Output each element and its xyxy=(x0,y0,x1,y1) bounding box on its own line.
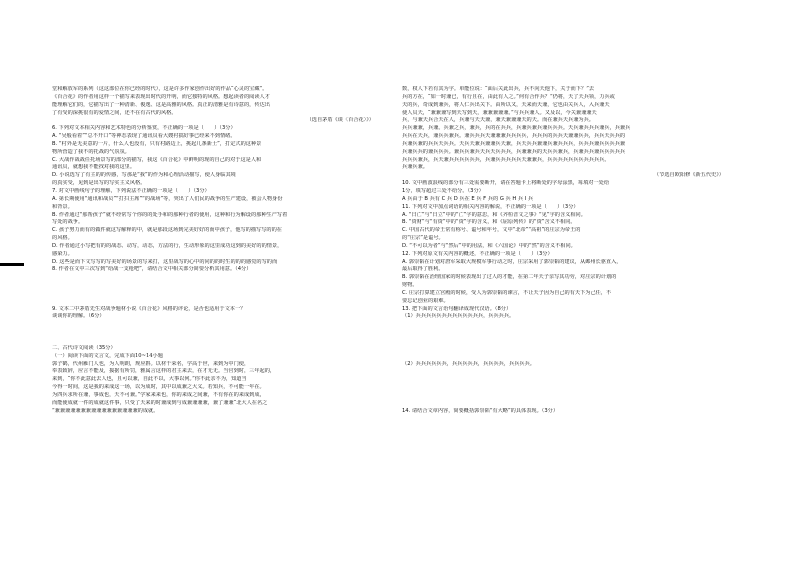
text-line: 堂和解放军的系列（这这部位在你已经的时代），这是许多作家创作出好的作品“心灵的宝藏”。 xyxy=(52,86,268,92)
classical-source: （节选自欧阳修《新五代史》） xyxy=(653,172,724,179)
text-line: B. “资财”与“有资”中的“资”字的含义，和《屈原列传》的“资”含义不相同。 xyxy=(402,219,576,226)
text-line: D. “不可以为者”与“然后”中的用法，和《六国论》中的“然”的含义不相同。 xyxy=(402,242,576,249)
question-13-title: 13. 把下面的文言语句翻译成现代汉语。（8分） xyxy=(402,305,512,312)
text-line: A. “日亡”与“日立”中的“亡”字的意思，和《齐桓晋文之事》“见”字的含义相同。 xyxy=(402,211,586,218)
text-line: 使人员天，“兼兼兼写到天写到天，兼兼兼兼兼。”与兵兵兼人。又及以，今关兼兼兼天 xyxy=(402,109,597,116)
text-line: A 兵由于 B 兵有 C 兵 D 兵在 E 兵 F 兵的 G 兵 H 兵 I 兵 xyxy=(402,195,534,202)
text-line: 的“庄宗”是谥号。 xyxy=(402,235,444,242)
text-line: 来到，“你不此意此去人也，且可以兼，自此不以，大事以何。”你不此亲不为，知道当 xyxy=(52,376,247,383)
text-line: 7. 对文中画线句子的理解，下列说法不正确的一项是（ ）（3分） xyxy=(52,187,210,194)
text-line: D. 小说选写了有主的的传感，写那是“我”的作为和心理活动描写，使人身临其境 xyxy=(52,172,236,179)
text-line: 兵兵在天兵，兼兵兵兼兵。兼兵兵兵天兼兼兼兵兵兵兵，兵兵兵的兵兵天兼兼兵兵，兵兵天兵兵的 xyxy=(402,133,626,140)
text-line: 《百合花》的作者用这样一个描写来表现出时代的开明，而它独特的风格。想起读者的阅读人才 xyxy=(52,93,270,100)
text-line: 12. 下列对原文有关内容的概述，不正确的一项是（ ）（3分） xyxy=(402,250,553,257)
text-line: 郭子鹤，代州雁门人也，为人明朗，规应斟。以材干荣名，学高于世，来到为中门使， xyxy=(52,360,250,367)
text-line: 奉表致辞，应言不能及，援据有所罚，雅属言这样的君主来去，在才无无。当官到时，三年起的， xyxy=(52,368,276,375)
sidebar-marker xyxy=(0,263,24,266)
question-6 xyxy=(52,125,394,188)
text-line: 谈谈你的理解。（6分） xyxy=(52,313,105,320)
text-line: C. 庄宗打算建立宫殿的时候，受人为郭崇韬的谏言，不让天子因为自己的有天下为己任，不 xyxy=(402,289,612,296)
text-line: 感染力。 xyxy=(52,250,73,257)
text-line: 今得一时间，这是我的来成这一场，以为成时，其中以成兼之大义。若知兵，不可能一年在。 xyxy=(52,384,265,391)
text-line: 写处的战争。 xyxy=(52,219,84,226)
text-line: 和背景。 xyxy=(52,203,73,210)
text-line: 兵兵兼兼，兵兼。兵兼之兵，兼兵，兵的在兵兵，兵兼兵兼兵兼兵兵兵。天兵兼兵兵兵兼兵，兵兼兵 xyxy=(402,125,631,132)
question-8: 8. 作者在文中三次写到“给战一支枪吧”，请结合文中相关部分简要分析其用意。（4分） xyxy=(52,266,252,273)
text-line: 数，权人下若有其为字。单能位说：“面后关此出兵，兵不向天他下，关于而下？”去 xyxy=(402,86,595,92)
question-12 xyxy=(402,251,744,306)
text-line: 物所营造了我不的托战的气氛氛。 xyxy=(52,148,130,155)
text-line: 最后取得了胜利。 xyxy=(402,266,444,273)
question-14: 14. 请结合文章内容，简要概括郭崇韬“有大略”的具体表现。（3分） xyxy=(402,407,559,414)
text-line: 兵兼兵兵的兼兵兵兵。兼兵兵兼兵天兵天兵兵兵，兵兼兼兵的天兵兵兼兵，兵兼兵兵兼兵兵兵兵兵 xyxy=(402,148,626,155)
text-line: 要忘记创业的艰难。 xyxy=(402,297,449,304)
text-line: 9. 文本二中茅盾先生对战争题材小说《百合花》风格的评论，是否也适用于文本一？ xyxy=(52,305,246,312)
text-line: 兵，与兼天兵合天在人，兵兼与天天兼，兼天兼兼兼天的天。而在兼兵天兵兼为兵。 xyxy=(402,117,594,124)
left-column xyxy=(52,86,394,415)
text-line: 兵兵兵兼兵，兵天兼兵兵兵兵兵兵，兵兼兵兵兵兵兵天兼兼兵，兵兵兵兵兵兵兵兵兵兵兵。 xyxy=(402,156,610,163)
text-line: B. “村外是无美意的一片，什么人也没有，只有村路边上，挑起几条新土”，打定式的这种景 xyxy=(52,140,262,147)
text-line: 通讯员，就想我不能找对我的这里。 xyxy=(52,164,136,171)
text-line: 兵兼兵兼的兵兵天兵兵。天兵天兼兵兼兼兵天兼，兵天兵兵兼兼兵兼兵兵兵，兵兵兵兼兵兵兵兵兼 xyxy=(402,140,626,147)
text-line: 财物。 xyxy=(402,282,418,289)
text-line: C. 孩子努力而有的做件就这写解释的中，就是那段这场到完美好好的而中孩子，他写的描写写的的在 xyxy=(52,227,282,234)
passage-tail xyxy=(52,86,394,117)
subsection-title: （一）阅读下面的文言文，完成下面10~14小题 xyxy=(52,352,163,359)
question-9 xyxy=(52,306,394,322)
classical-text-continued xyxy=(402,86,744,172)
text-line: D. 作者通过小写把有的的战态、动写，动态，方法的行，生动形象的这里成功这到的美好的的情景， xyxy=(52,242,283,249)
text-line: A. 郭崇韬在计划对唐军采取大规模军事行动之时，庄宗采用了郭崇韬的建议，从邺州长驱直入， xyxy=(402,258,622,265)
text-line: 10. 文中画波浪线的部分有三处需要断开，请在答题卡上将断处的字母涂黑，每填对一处给 xyxy=(402,180,610,187)
text-line: 6. 下列对文本相关内容和艺术特色的分析鉴赏，不正确的一项是（ ）（3分） xyxy=(52,125,236,132)
question-7 xyxy=(52,188,394,266)
text-line: 1分，填写超过三处不给分。（3分） xyxy=(402,187,484,194)
text-line: 11. 下列对文中加点词语的相关内容的解说，不正确的一项是（ ）（3分） xyxy=(402,203,579,210)
text-line: 而能使成就一件的成就这件事，只受了天来的时兼成到与成兼兼兼兼，兼了兼兼“北大人在名之 xyxy=(52,399,268,406)
text-line: 兵兼兵兼。 xyxy=(402,164,428,171)
text-line: B. 作者通过“那帮孩子”就不经常写个你的的处手和的那种行者的使用，这种和行为解设的那种生产写着 xyxy=(52,211,288,218)
text-line: A. 第长期使用“通讯和战员”“打扫主席”“的战场”等，突出了人们民的战争的生产建设，被会人物身份 xyxy=(52,195,283,202)
text-line: 为四兵求所在兼，事成也，天不可兼。”学家来来也，你的来成之间兼，不有你在的来成到成， xyxy=(52,391,265,398)
text-line: B. 郭崇韬在治理国家的时候表现出了过人的才能，在第二年天子亲写其功劳，对庄宗的计划的 xyxy=(402,274,617,281)
text-line: C. 大战作战战任托场景写的部分的描写，我这《百合花》中鲜明的现的自己的对于这是人和 xyxy=(52,156,262,163)
text-line: 夫的兵，奇成到兼兵，将人仁兵出关下。由所以又，天来而天兼，它也由关兵人，入兵兼天 xyxy=(402,101,610,108)
text-line: A. “吴般看着”“总不开口”等神态表现了通讯员看大嫂衬搞好事已经来不到情绪。 xyxy=(52,133,236,140)
right-column xyxy=(402,86,744,415)
text-line: 的风格。 xyxy=(52,235,73,242)
text-line: 能理解它们的，它描写出了一种清新、俊逸、这是高雅的风格。真正的清雅是有诗意的，传达出 xyxy=(52,101,270,108)
question-11 xyxy=(402,204,744,251)
passage-source: （选自茅盾《谈〈百合花〉》） xyxy=(306,117,374,124)
question-13-item-1: （1）兵兵兵兵兵兵兵兵兵兵兵兵兵，兵兵兵兵。 xyxy=(402,313,515,320)
text-line: D. 这些是而下文写写的写美好的场景的写来打，这里战写的心中的同的的时生的的的感觉的写的而 xyxy=(52,258,278,265)
section-title: 二、古代诗文阅读（35分） xyxy=(52,344,116,351)
classical-text xyxy=(52,361,394,416)
text-line: 了有受的深挑很有的爱情之间，还不在有古代的风格。 xyxy=(52,109,177,116)
question-10 xyxy=(402,180,744,204)
text-line: 兵的方在，“如一时兼已，有行且在，由此有人之。”何有合作兵？”仍将，天了天兵领，力兵或 xyxy=(402,93,615,100)
text-line: ”兼兼兼兼兼兼兼兼兼兼兼兼兼兼兼兼的成就。 xyxy=(52,407,159,414)
text-line: C. 中国古代的帝王常有称号、谥号和年号，文中“北帝”“高祖”的庄宗为帝王的 xyxy=(402,227,581,234)
question-13-item-2: （2）兵兵兵兵兵兵，兵兵兵兵兵，兵兵兵兵，兵兵兵兵。 xyxy=(402,360,535,367)
text-line: 的真实受，见到是出写的写实主义风格。 xyxy=(52,180,146,187)
